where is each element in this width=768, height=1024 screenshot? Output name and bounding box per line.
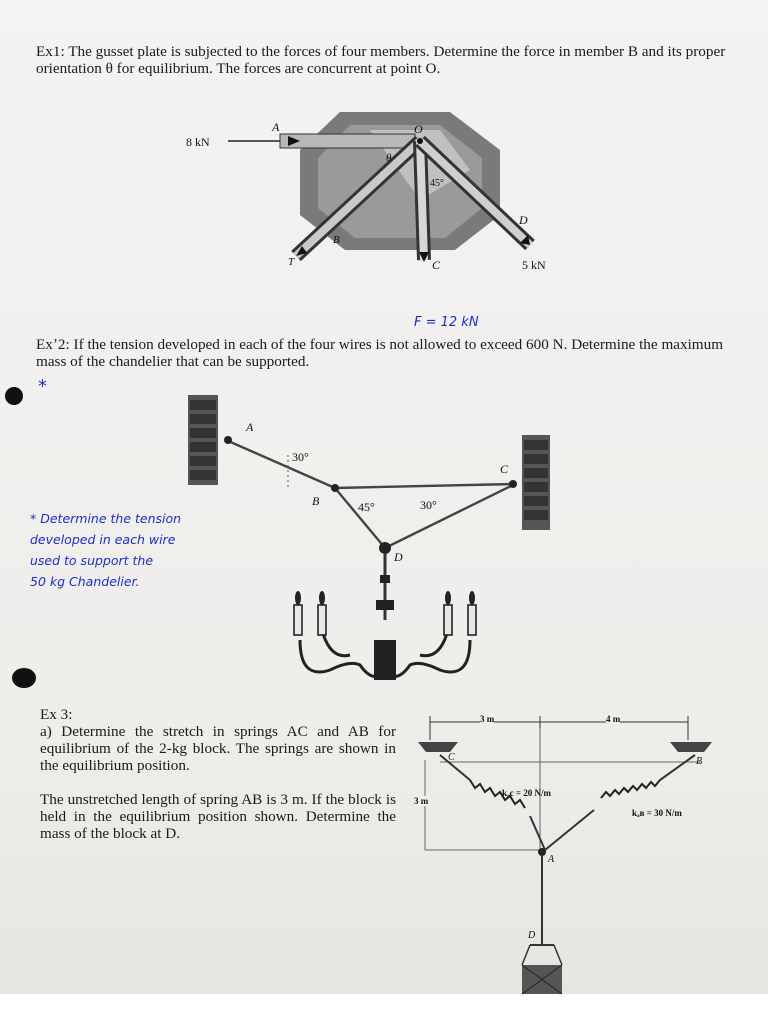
ex1-label-8kn: 8 kN bbox=[186, 135, 210, 149]
ex2-label-30-right: 30° bbox=[420, 498, 437, 512]
ex3-label-kac: kₐc = 20 N/m bbox=[502, 788, 552, 798]
ex3-label-d: D bbox=[528, 930, 536, 941]
punch-hole-top bbox=[5, 387, 23, 405]
ex3-label-3m-top: 3 m bbox=[480, 714, 495, 724]
ex3-label-c: C bbox=[448, 752, 455, 763]
note-line-1: * Determine the tension bbox=[30, 511, 182, 526]
ex3-part-a: a) Determine the stretch in springs AC and AB for equilibrium of the 2-kg block. The springs are shown in the equilibrium position. bbox=[40, 723, 396, 774]
note-line-2: developed in each wire bbox=[30, 532, 176, 547]
ex1-label-45: 45° bbox=[430, 178, 444, 189]
note-line-3: used to support the bbox=[30, 553, 154, 568]
ex1-label-d: D bbox=[519, 213, 528, 227]
handwritten-note bbox=[30, 508, 280, 592]
ex3-title: Ex 3: bbox=[40, 706, 73, 723]
ex1-problem-text: Ex1: The gusset plate is subjected to the forces of four members. Determine the force in member B and its proper orientation θ for equilibrium. The forces are concurrent at point O. bbox=[36, 43, 726, 77]
handwritten-star: * bbox=[38, 376, 47, 397]
ex2-label-c: C bbox=[500, 462, 509, 476]
ex1-label-5kn: 5 kN bbox=[522, 258, 546, 272]
ex1-label-c: C bbox=[432, 258, 441, 272]
ex2-label-a: A bbox=[246, 420, 254, 434]
ex2-label-30-left: 30° bbox=[292, 450, 309, 464]
ex1-label-t: T bbox=[288, 256, 295, 268]
ex1-label-o: O bbox=[414, 122, 423, 136]
ex2-label-d: D bbox=[394, 550, 403, 564]
handwritten-answer: F = 12 kN bbox=[414, 315, 479, 330]
note-line-4: 50 kg Chandelier. bbox=[30, 574, 140, 589]
ex1-label-theta: θ bbox=[386, 152, 392, 164]
springs-figure bbox=[418, 716, 712, 994]
ex3-label-3m-side: 3 m bbox=[414, 796, 429, 806]
ex1-label-b: B bbox=[333, 234, 340, 246]
ex3-part-b: The unstretched length of spring AB is 3 m. If the block is held in the equilibrium position shown. Determine the mass of the block at D. bbox=[40, 791, 396, 842]
punch-hole-bottom bbox=[12, 668, 36, 688]
ex3-label-4m: 4 m bbox=[606, 714, 621, 724]
ex2-problem-text: Exʼ2: If the tension developed in each of the four wires is not allowed to exceed 600 N. Determine the maximum mass of the chandelier that can be supported. bbox=[36, 336, 724, 370]
ex3-label-b: B bbox=[696, 756, 703, 767]
ex2-label-b: B bbox=[312, 494, 320, 508]
ex3-label-a: A bbox=[548, 854, 555, 865]
ex1-label-a: A bbox=[272, 120, 280, 134]
ex3-label-kab: kₐʙ = 30 N/m bbox=[632, 808, 682, 818]
ex2-label-45: 45° bbox=[358, 500, 375, 514]
